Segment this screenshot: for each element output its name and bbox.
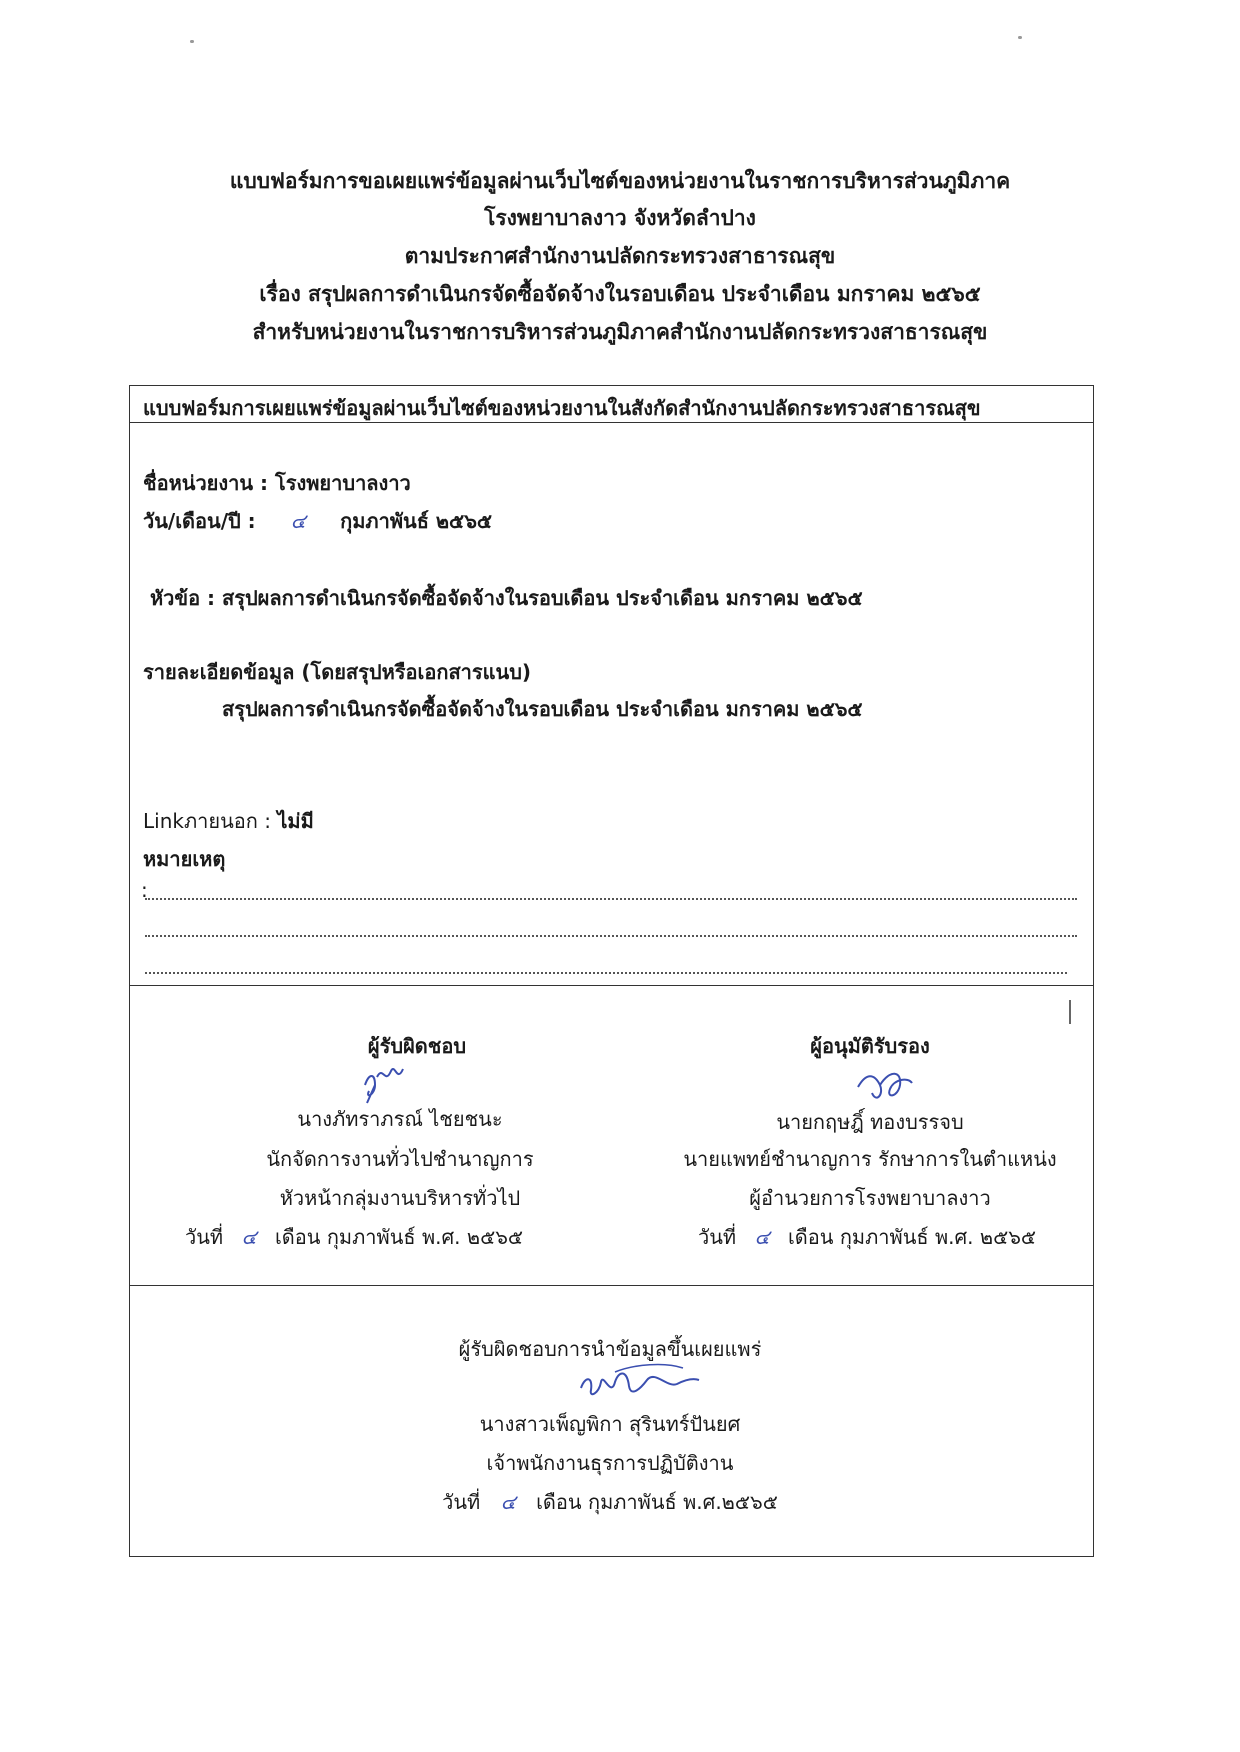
approver-position-2: ผู้อำนวยการโรงพยาบาลงาว [749,1186,991,1210]
responsible-date-day: ๔ [241,1225,257,1249]
link-row [143,805,314,837]
link-label: Linkภายนอก : [143,809,278,833]
remark-dotted-line [145,972,1067,974]
topic-label: หัวข้อ : [150,586,223,610]
responsible-position-1: นักจัดการงานทั่วไปชำนาญการ [266,1147,534,1171]
divider [129,985,1094,986]
publisher-date-suffix: เดือน กุมภาพันธ์ พ.ศ.๒๕๖๕ [536,1490,778,1514]
agency-label: ชื่อหน่วยงาน : [143,471,275,495]
header-line-4: เรื่อง สรุปผลการดำเนินกรจัดซื้อจัดจ้างในรอบเดือน ประจำเดือน มกราคม ๒๕๖๕ [259,282,981,306]
date-row [143,505,492,537]
agency-value: โรงพยาบาลงาว [274,471,411,495]
header-line-5: สำหรับหน่วยงานในราชการบริหารส่วนภูมิภาคสำนักงานปลัดกระทรวงสาธารณสุข [252,320,988,344]
publisher-position: เจ้าพนักงานธุรการปฏิบัติงาน [486,1451,734,1475]
header-line-1: แบบฟอร์มการขอเผยแพร่ข้อมูลผ่านเว็บไซต์ของหน่วยงานในราชการบริหารส่วนภูมิภาค [229,169,1011,193]
publisher-date [0,1486,1220,1518]
topic-row [150,582,863,614]
agency-row [143,467,411,499]
publisher-date-day: ๔ [500,1490,516,1514]
scan-speck [190,40,194,43]
remark-label: หมายเหตุ [143,847,226,871]
approver-position-1: นายแพทย์ชำนาญการ รักษาการในตำแหน่ง [683,1147,1057,1171]
detail-label: รายละเอียดข้อมูล (โดยสรุปหรือเอกสารแนบ) [143,660,532,684]
link-value: ไม่มี [277,809,314,833]
detail-value: สรุปผลการดำเนินกรจัดซื้อจัดจ้างในรอบเดือน ประจำเดือน มกราคม ๒๕๖๕ [222,697,863,721]
responsible-heading: ผู้รับผิดชอบ [367,1034,467,1058]
remark-dotted-line [145,935,1077,937]
approver-date [698,1221,1036,1253]
scan-speck [1018,36,1022,39]
signature-responsible [355,1055,415,1105]
responsible-date-prefix: วันที่ [185,1225,224,1249]
approver-name: นายกฤษฎิ์ ทองบรรจบ [776,1110,964,1134]
approver-date-day: ๔ [754,1225,770,1249]
remark-dotted-line [145,898,1077,900]
date-rest: กุมภาพันธ์ ๒๕๖๕ [340,509,493,533]
approver-date-suffix: เดือน กุมภาพันธ์ พ.ศ. ๒๕๖๕ [787,1225,1037,1249]
responsible-date-suffix: เดือน กุมภาพันธ์ พ.ศ. ๒๕๖๕ [274,1225,524,1249]
date-day: ๔ [290,509,306,533]
approver-heading: ผู้อนุมัติรับรอง [810,1034,930,1058]
signature-approver [850,1063,920,1108]
divider [129,1285,1094,1286]
responsible-date [185,1221,523,1253]
publisher-name: นางสาวเพ็ญพิกา สุรินทร์ปันยศ [479,1412,741,1436]
publisher-heading: ผู้รับผิดชอบการนำข้อมูลขึ้นเผยแพร่ [458,1337,762,1361]
header-line-3: ตามประกาศสำนักงานปลัดกระทรวงสาธารณสุข [404,244,836,268]
responsible-name: นางภัทราภรณ์ ไชยชนะ [297,1107,503,1131]
form-title: แบบฟอร์มการเผยแพร่ข้อมูลผ่านเว็บไซต์ของหน่วยงานในสังกัดสำนักงานปลัดกระทรวงสาธารณสุข [143,396,981,420]
responsible-position-2: หัวหน้ากลุ่มงานบริหารทั่วไป [279,1186,521,1210]
date-label: วัน/เดือน/ปี : [143,509,263,533]
header-line-2: โรงพยาบาลงาว จังหวัดลำปาง [484,206,756,230]
signature-publisher [575,1358,715,1408]
approver-date-prefix: วันที่ [698,1225,737,1249]
topic-value: สรุปผลการดำเนินกรจัดซื้อจัดจ้างในรอบเดือน ประจำเดือน มกราคม ๒๕๖๕ [222,586,863,610]
publisher-date-prefix: วันที่ [442,1490,481,1514]
remark-colon: : [141,878,148,902]
scan-mark [1069,1000,1071,1024]
